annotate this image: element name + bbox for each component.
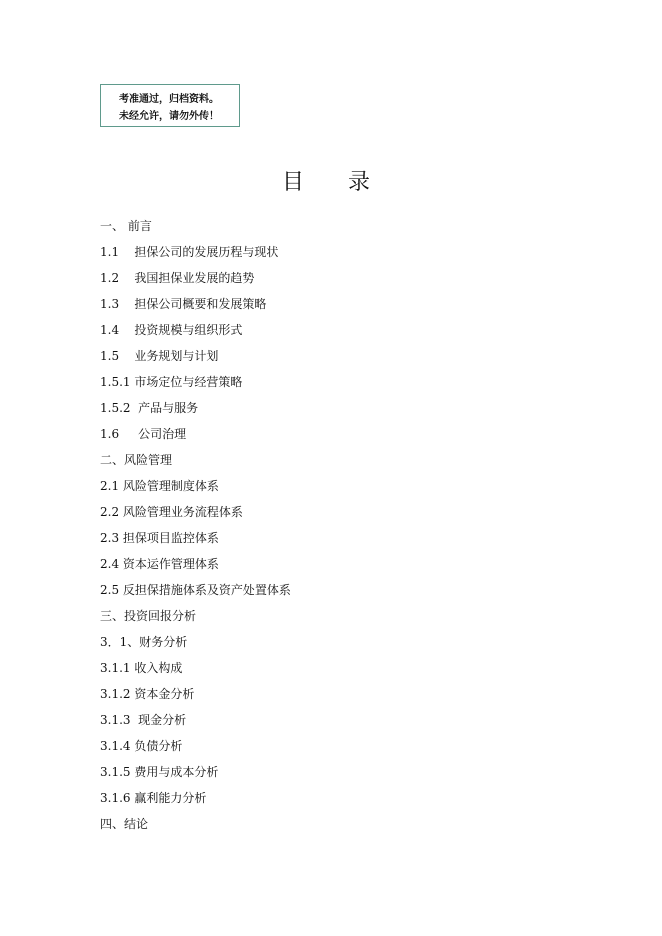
toc-item-1-4: 1.4 投资规模与组织形式	[100, 323, 243, 337]
toc-item-3-1-3: 3.1.3 现金分析	[100, 713, 187, 727]
toc-item-1-5: 1.5 业务规划与计划	[100, 349, 219, 363]
toc-item-1-1: 1.1 担保公司的发展历程与现状	[100, 245, 279, 259]
toc-item-2-1: 2.1 风险管理制度体系	[100, 479, 219, 493]
toc-item-risk-management: 二、风险管理	[100, 453, 173, 467]
toc-item-conclusion: 四、结论	[100, 817, 149, 831]
toc-item-2-2: 2.2 风险管理业务流程体系	[100, 505, 243, 519]
toc-item-3-1: 3．1、财务分析	[100, 635, 188, 649]
toc-item-2-5: 2.5 反担保措施体系及资产处置体系	[100, 583, 291, 597]
toc-item-1-2: 1.2 我国担保业发展的趋势	[100, 271, 255, 285]
toc-item-1-3: 1.3 担保公司概要和发展策略	[100, 297, 267, 311]
toc-item-3-1-1: 3.1.1 收入构成	[100, 661, 183, 675]
toc-item-3-1-4: 3.1.4 负债分析	[100, 739, 183, 753]
toc-item-3-1-6: 3.1.6 赢利能力分析	[100, 791, 207, 805]
notice-line-1: 考准通过，归档资料。	[119, 94, 219, 105]
notice-line-2: 未经允许，请勿外传！	[119, 111, 219, 122]
toc-item-1-5-2: 1.5.2 产品与服务	[100, 401, 199, 415]
confidential-notice-box	[100, 84, 240, 127]
toc-item-1-5-1: 1.5.1 市场定位与经营策略	[100, 375, 243, 389]
toc-item-1-6: 1.6 公司治理	[100, 427, 187, 441]
toc-item-2-4: 2.4 资本运作管理体系	[100, 557, 219, 571]
toc-title: 目录	[282, 170, 415, 195]
toc-item-3-1-5: 3.1.5 费用与成本分析	[100, 765, 219, 779]
toc-item-3-1-2: 3.1.2 资本金分析	[100, 687, 195, 701]
toc-item-preface: 一、 前言	[100, 219, 152, 233]
toc-item-investment-return: 三、投资回报分析	[100, 609, 197, 623]
toc-item-2-3: 2.3 担保项目监控体系	[100, 531, 219, 545]
table-of-contents	[100, 216, 291, 840]
